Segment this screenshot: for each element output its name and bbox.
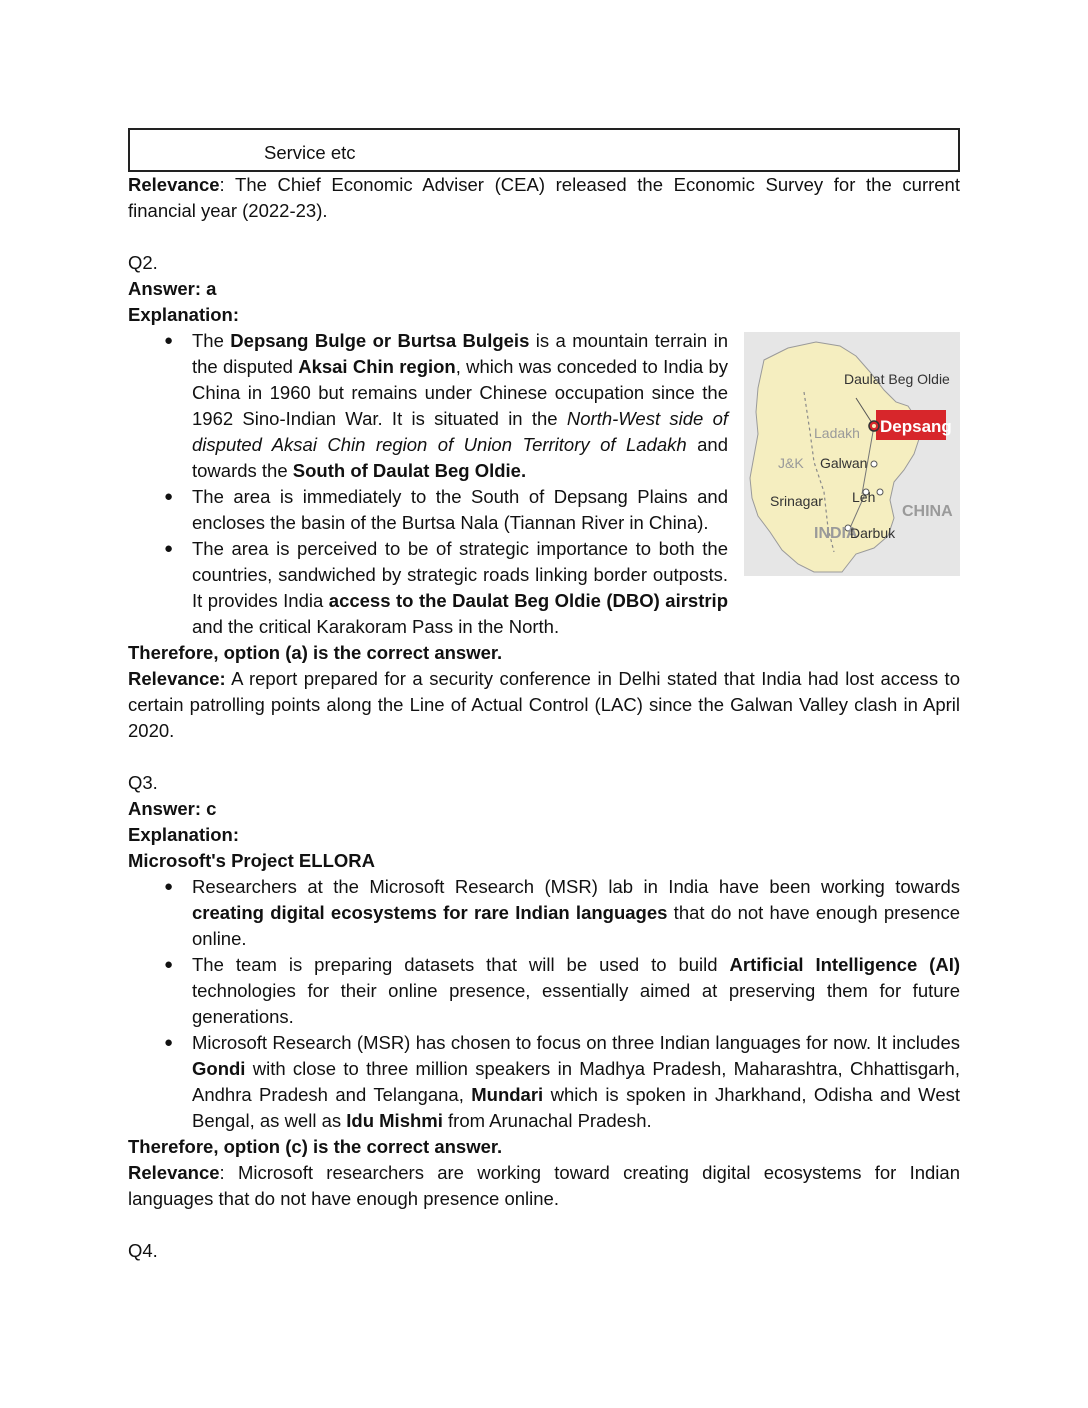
- list-item: ● The Depsang Bulge or Burtsa Bulgeis is a mountain terrain in the disputed Aksai Chin region, which was conceded to India by China in 1960 but remains under Chinese occupation since the 1962 Sino-Indian War. It is situated in the North-West side of disputed Aksai Chin region of Union Territory of Ladakh and towards the South of Daulat Beg Oldie.: [128, 328, 728, 484]
- map-svg: [744, 332, 960, 576]
- list-item: ● The area is perceived to be of strategic importance to both the countries, sandwiched by strategic roads linking border outposts. It provides India access to the Daulat Beg Oldie (DBO) airstrip and the critical Karakoram Pass in the North.: [128, 536, 728, 640]
- q3-number: Q3.: [128, 772, 158, 793]
- label-leh: Leh: [852, 489, 876, 505]
- label-galwan: Galwan: [820, 455, 868, 471]
- label-depsang: Depsang: [880, 417, 952, 436]
- q2-explanation-label: Explanation:: [128, 304, 240, 325]
- label-darbuk: Darbuk: [850, 525, 896, 541]
- label-daulat-beg-oldie: Daulat Beg Oldie: [844, 371, 950, 387]
- label-srinagar: Srinagar: [770, 493, 823, 509]
- galwan-marker-icon: [871, 461, 877, 467]
- list-item: ● The area is immediately to the South of Depsang Plains and encloses the basin of the Burtsa Nala (Tiannan River in China).: [128, 484, 728, 536]
- depsang-map: [744, 332, 960, 576]
- q3-bullet-list: [128, 874, 960, 1134]
- q4-number: Q4.: [128, 1240, 158, 1261]
- label-china: CHINA: [902, 503, 953, 520]
- table-cell-text: Service etc: [264, 142, 356, 163]
- leh-marker-icon: [877, 489, 883, 495]
- q3-explanation-label: Explanation:: [128, 824, 240, 845]
- label-ladakh: Ladakh: [814, 425, 860, 441]
- q2-answer: Answer: a: [128, 278, 217, 299]
- q3-answer: Answer: c: [128, 798, 217, 819]
- q2-conclusion: Therefore, option (a) is the correct answer.: [128, 642, 503, 663]
- q3-conclusion: Therefore, option (c) is the correct answer.: [128, 1136, 503, 1157]
- label-jk: J&K: [778, 455, 804, 471]
- q2-number: Q2.: [128, 252, 158, 273]
- list-item: ● Researchers at the Microsoft Research (MSR) lab in India have been working towards creating digital ecosystems for rare Indian languages that do not have enough presence online.: [128, 874, 960, 952]
- q3-heading: Microsoft's Project ELLORA: [128, 850, 375, 871]
- document-page: [128, 128, 960, 1264]
- q3-relevance: Relevance: Microsoft researchers are working toward creating digital ecosystems for Indian languages that do not have enough presence online.: [128, 1162, 960, 1209]
- q2-relevance: Relevance: A report prepared for a security conference in Delhi stated that India had lost access to certain patrolling points along the Line of Actual Control (LAC) since the Galwan Valley clash in April 2020.: [128, 668, 960, 741]
- q1-relevance: Relevance: The Chief Economic Adviser (CEA) released the Economic Survey for the current financial year (2022-23).: [128, 174, 960, 221]
- table-row-box: [128, 128, 960, 172]
- list-item: ● Microsoft Research (MSR) has chosen to focus on three Indian languages for now. It includes Gondi with close to three million speakers in Madhya Pradesh, Maharashtra, Chhattisgarh, Andhra Pradesh and Telangana, Mundari which is spoken in Jharkhand, Odisha and West Bengal, as well as Idu Mishmi from Arunachal Pradesh.: [128, 1030, 960, 1134]
- list-item: ● The team is preparing datasets that will be used to build Artificial Intelligence (AI) technologies for their online presence, essentially aimed at preserving them for future generations.: [128, 952, 960, 1030]
- label-india: INDIA: [814, 525, 858, 542]
